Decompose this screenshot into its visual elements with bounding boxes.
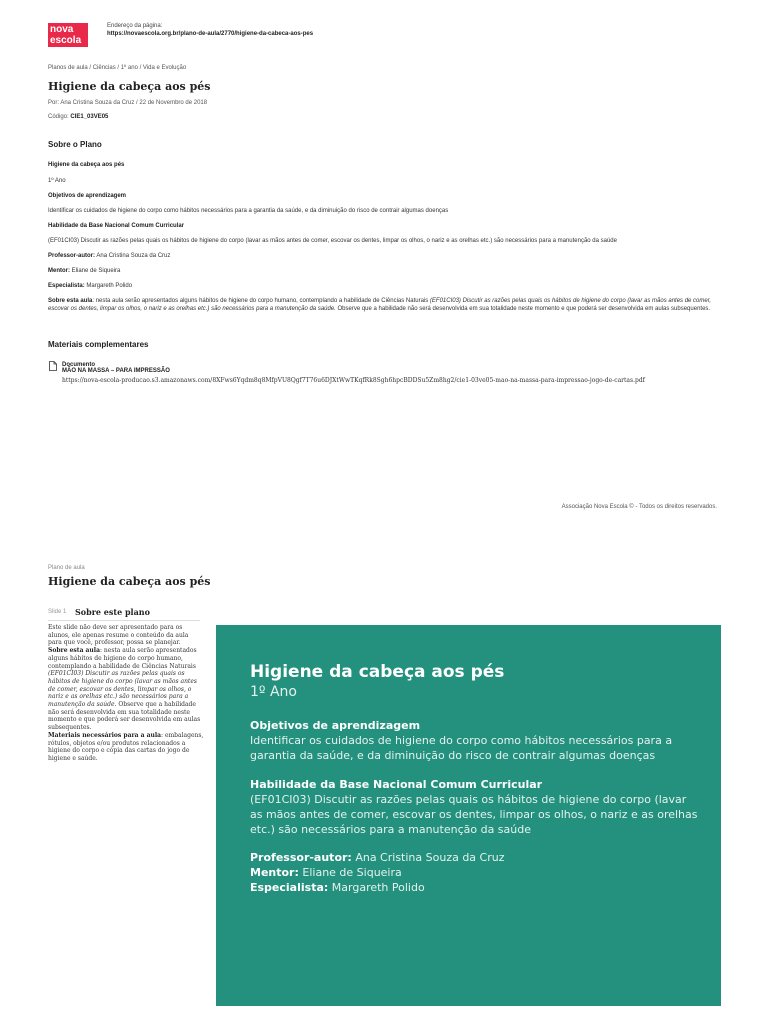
logo-line1: nova — [50, 24, 74, 35]
code-value: CIE1_03VE05 — [70, 114, 109, 120]
slide-bncc-text: (EF01CI03) Discutir as razões pelas quais os hábitos de higiene do corpo (lavar as mãos antes de comer, escovar os dentes, limpar os olhos, o nariz e as orelhas etc.) são necessários para a manutenção da saúde — [250, 793, 698, 836]
mentor-label: Mentor: — [48, 268, 70, 274]
notes-intro: Este slide não deve ser apresentado para os alunos, ele apenas resume o conteúdo da aula para que você, professor, possa se planejar. — [48, 624, 189, 647]
about-lesson-italic: (EF01CI03) Discutir as razões pelas quais os hábitos de higiene do corpo (lavar as mãos antes de comer, escovar os dentes, limpar os olhos, o nariz e as orelhas etc.) são necessários para a manutenção da saúde. — [48, 298, 712, 312]
about-lesson-label: Sobre esta aula — [48, 298, 93, 304]
bncc-text: (EF01CI03) Discutir as razões pelas quais os hábitos de higiene do corpo (lavar as mãos antes de comer, escovar os dentes, limpar os olhos, o nariz e as orelhas etc.) são necessários para a manutenção da saúde — [48, 238, 617, 244]
bncc-heading: Habilidade da Base Nacional Comum Curricular — [48, 223, 185, 229]
about-lesson-text-1: : nesta aula serão apresentados alguns hábitos de higiene do corpo humano, contemplando a habilidade de Ciências Naturais — [92, 298, 430, 304]
notes-lesson-italic: (EF01CI03) Discutir as razões pelas quais os hábitos de higiene do corpo (lavar as mãos antes de comer, escovar os dentes, limpar os olhos, o nariz e as orelhas etc.) são necessários para a manutenção da saúde. — [48, 670, 197, 709]
mentor-line — [48, 267, 720, 275]
lesson-code — [48, 114, 108, 120]
slide-objectives-text: Identificar os cuidados de higiene do corpo como hábitos necessários para a garantia da saúde, e da diminuição do risco de contrair algumas doenças — [250, 734, 673, 762]
slide-title: Higiene da cabeça aos pés — [250, 662, 505, 682]
slide-heading: Sobre este plano — [75, 607, 150, 617]
author-date: Por: Ana Cristina Souza da Cruz / 22 de Novembro de 2018 — [48, 100, 208, 106]
plan-label: Plano de aula — [48, 565, 85, 571]
slide-specialist — [250, 880, 721, 895]
mentor-value: Eliane de Siqueira — [71, 268, 121, 274]
slide-objectives-heading: Objetivos de aprendizagem — [250, 719, 421, 732]
objectives-text: Identificar os cuidados de higiene do corpo como hábitos necessários para a garantia da saúde, e da diminuição do risco de contrair algumas doenças — [48, 208, 449, 214]
slide-bncc-heading: Habilidade da Base Nacional Comum Curricular — [250, 778, 543, 791]
code-label: Código: — [48, 114, 69, 120]
plan-title: Higiene da cabeça aos pés — [48, 575, 211, 588]
slide-specialist-label: Especialista: — [250, 881, 329, 894]
slide-notes — [48, 624, 204, 763]
notes-lesson-text: : nesta aula serão apresentados alguns hábitos de higiene do corpo humano, contemplando a habilidade de Ciências Naturais — [48, 647, 197, 670]
author-line — [48, 252, 720, 260]
notes-materials-text: : embalagens, rótulos, objetos e/ou produtos relacionados a higiene do corpo e cópia das cartas do jogo de higiene e saúde. — [48, 731, 204, 762]
about-lesson-paragraph — [48, 297, 720, 313]
objectives-heading: Objetivos de aprendizagem — [48, 193, 127, 199]
notes-lesson-label: Sobre esta aula — [48, 647, 100, 655]
slide-author-label: Professor-autor: — [250, 851, 352, 864]
doc-url[interactable]: https://nova-escola-producao.s3.amazonaws.com/8XFws6Yqdm8q8MfpVU8Qgf7T76u6DJXtWwTKqfRk8Sgh6hpcBDDSu5Zm8hg2/cie1-03ve05-mao-na-massa-para-impressao-jogo-de-cartas.pdf — [62, 377, 645, 384]
slide-preview — [216, 625, 721, 1006]
slide-grade: 1º Ano — [250, 684, 297, 700]
specialist-line — [48, 282, 720, 290]
slide-mentor — [250, 865, 721, 880]
document-icon — [49, 361, 57, 371]
logo-line2: escola — [50, 35, 82, 46]
doc-name[interactable]: MÃO NA MASSA – PARA IMPRESSÃO — [62, 368, 170, 374]
specialist-value: Margareth Polido — [86, 283, 133, 289]
doc-type: Documento — [62, 362, 95, 368]
slide-author-value: Ana Cristina Souza da Cruz — [355, 851, 505, 864]
breadcrumb[interactable]: Planos de aula / Ciências / 1º ano / Vida e Evolução — [48, 65, 187, 71]
address-label: Endereço da página: — [107, 23, 163, 29]
about-heading: Sobre o Plano — [48, 140, 102, 149]
notes-materials-label: Materiais necessários para a aula — [48, 731, 162, 739]
author-label: Professor-autor: — [48, 253, 96, 259]
specialist-label: Especialista: — [48, 283, 85, 289]
address-url[interactable]: https://novaescola.org.br/plano-de-aula/2770/higiene-da-cabeca-aos-pes — [107, 31, 314, 37]
about-lesson-text-2: Observe que a habilidade não será desenvolvida em sua totalidade neste momento e que poderá ser desenvolvida em aulas subsequentes. — [335, 306, 711, 312]
author-value: Ana Cristina Souza da Cruz — [96, 253, 171, 259]
materials-heading: Materiais complementares — [48, 340, 149, 349]
slide-author — [250, 850, 721, 865]
slide-mentor-label: Mentor: — [250, 866, 299, 879]
nova-escola-logo[interactable] — [48, 23, 88, 47]
slide-mentor-value: Eliane de Siqueira — [302, 866, 402, 879]
about-title: Higiene da cabeça aos pés — [48, 162, 125, 168]
page-title: Higiene da cabeça aos pés — [48, 80, 211, 93]
slide-number: Slide 1 — [48, 609, 67, 615]
divider — [48, 620, 200, 621]
about-grade: 1º Ano — [48, 178, 66, 184]
footer-copyright: Associação Nova Escola © - Todos os direitos reservados. — [561, 504, 717, 510]
notes-lesson-text-2: Observe que a habilidade não será desenvolvida em sua totalidade neste momento e que poderá ser desenvolvida em aulas subsequentes. — [48, 701, 201, 732]
slide-specialist-value: Margareth Polido — [331, 881, 425, 894]
